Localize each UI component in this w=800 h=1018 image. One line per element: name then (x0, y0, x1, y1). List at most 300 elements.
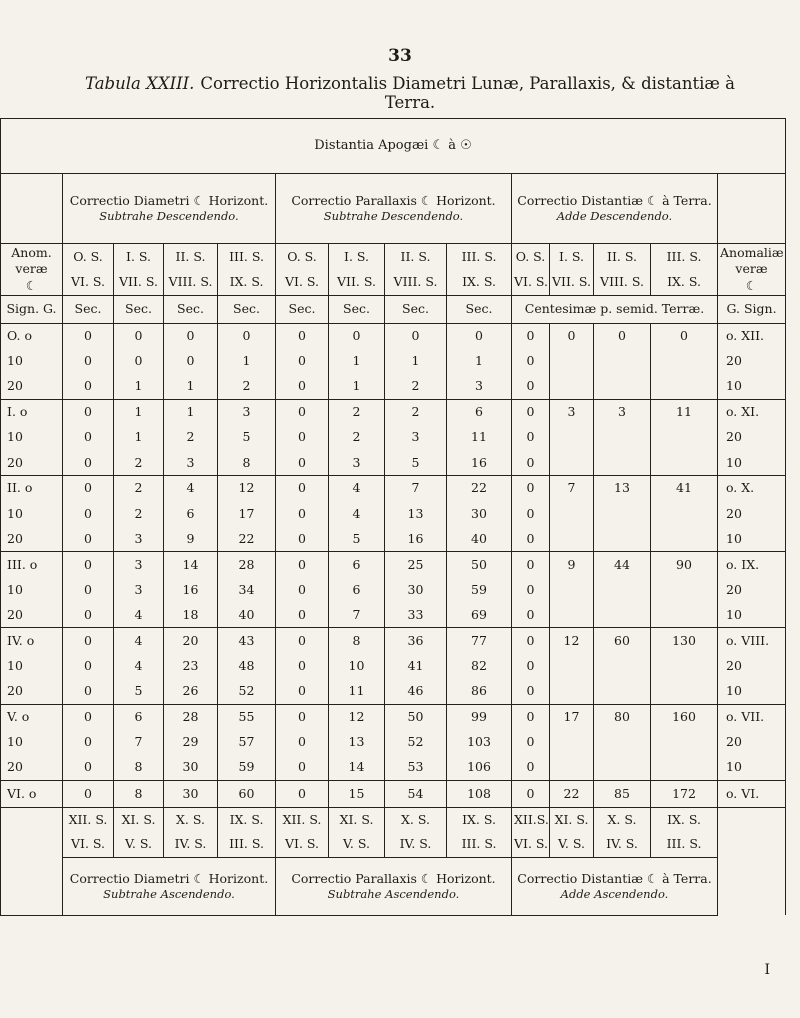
row-argument: 10 (1, 501, 63, 526)
table-cell: 16 (385, 526, 447, 551)
row-argument: 20 (1, 755, 63, 780)
footer-sign-top: IX. S. (651, 807, 718, 832)
table-cell: 0 (63, 450, 114, 475)
table-cell: 0 (276, 349, 329, 374)
table-cell: 0 (276, 628, 329, 653)
table-cell: 1 (329, 374, 385, 399)
table-cell: 17 (550, 704, 594, 729)
blank-foot-right (718, 807, 786, 915)
table-cell: 53 (385, 755, 447, 780)
row-argument: I. o (1, 399, 63, 424)
anom-header: Anom. veræ ☾ (1, 244, 63, 296)
row-argument-right: 10 (718, 374, 786, 399)
row-argument-right: 20 (718, 501, 786, 526)
table-cell: 1 (164, 374, 218, 399)
table-cell: 0 (512, 374, 550, 399)
table-cell: 20 (164, 628, 218, 653)
row-argument: O. o (1, 323, 63, 348)
row-argument: 20 (1, 526, 63, 551)
table-cell: 90 (651, 552, 718, 577)
table-cell: 3 (114, 577, 164, 602)
table-cell: 0 (63, 323, 114, 348)
table-cell: 0 (63, 526, 114, 551)
table-cell: 0 (512, 755, 550, 780)
table-cell: 3 (114, 552, 164, 577)
footer-sign-top: XI. S. (550, 807, 594, 832)
row-argument-right: o. VIII. (718, 628, 786, 653)
column-header-top: III. S. (218, 244, 276, 270)
table-cell (550, 603, 594, 628)
table-cell: 4 (329, 476, 385, 501)
anomaliae-header: Anomaliæ veræ ☾ (718, 244, 786, 296)
table-cell: 0 (63, 374, 114, 399)
table-cell: 2 (164, 425, 218, 450)
table-cell (594, 425, 651, 450)
group-header-distantia: Correctio Distantiæ ☾ à Terra. Adde Descendendo. (512, 174, 718, 244)
table-row (1, 780, 786, 807)
table-cell (594, 349, 651, 374)
footer-sign-bottom: V. S. (114, 832, 164, 857)
table-cell: 16 (164, 577, 218, 602)
table-cell: 3 (218, 399, 276, 424)
table-cell: 48 (218, 653, 276, 678)
table-cell (651, 374, 718, 399)
table-cell: 0 (63, 653, 114, 678)
table-cell: 11 (329, 679, 385, 704)
table-cell: 6 (447, 399, 512, 424)
row-argument-right: 10 (718, 755, 786, 780)
column-header-bottom: VIII. S. (385, 269, 447, 295)
table-cell: 85 (594, 780, 651, 807)
table-cell: 9 (550, 552, 594, 577)
table-cell: 0 (276, 755, 329, 780)
table-cell: 0 (63, 476, 114, 501)
table-cell: 0 (114, 349, 164, 374)
row-argument: 10 (1, 730, 63, 755)
table-cell: 1 (385, 349, 447, 374)
table-cell (594, 730, 651, 755)
table-cell: 106 (447, 755, 512, 780)
unit-centesimae: Centesimæ p. semid. Terræ. (512, 295, 718, 323)
table-cell: 4 (164, 476, 218, 501)
table-cell: 10 (329, 653, 385, 678)
footer-sign-bottom: III. S. (447, 832, 512, 857)
column-header-bottom: IX. S. (218, 269, 276, 295)
table-cell: 3 (164, 450, 218, 475)
table-cell: 12 (329, 704, 385, 729)
table-cell: 0 (63, 755, 114, 780)
footer-sign-bottom: VI. S. (512, 832, 550, 857)
table-row (1, 628, 786, 653)
table-cell: 8 (114, 780, 164, 807)
table-cell: 13 (385, 501, 447, 526)
row-argument-right: o. IX. (718, 552, 786, 577)
table-cell: 2 (218, 374, 276, 399)
distantia-header: Distantia Apogæi ☾ à ☉ (1, 119, 786, 174)
table-cell: 160 (651, 704, 718, 729)
table-cell: 6 (329, 577, 385, 602)
table-cell: 0 (276, 425, 329, 450)
table-cell: 1 (114, 374, 164, 399)
table-cell (550, 577, 594, 602)
table-cell: 80 (594, 704, 651, 729)
table-cell: 5 (218, 425, 276, 450)
table-cell: 0 (276, 603, 329, 628)
table-cell: 30 (385, 577, 447, 602)
column-header-top: II. S. (594, 244, 651, 270)
table-cell: 99 (447, 704, 512, 729)
footer-sign-top: XII. S. (276, 807, 329, 832)
row-argument: 20 (1, 374, 63, 399)
table-cell: 108 (447, 780, 512, 807)
footer-sign-top: X. S. (385, 807, 447, 832)
unit-g-sign: G. Sign. (718, 295, 786, 323)
table-cell: 57 (218, 730, 276, 755)
row-argument-right: 20 (718, 577, 786, 602)
table-cell: 33 (385, 603, 447, 628)
unit-sec: Sec. (164, 295, 218, 323)
table-cell: 28 (164, 704, 218, 729)
table-row (1, 704, 786, 729)
row-argument-right: o. VII. (718, 704, 786, 729)
table-cell: 3 (447, 374, 512, 399)
table-row (1, 374, 786, 399)
table-cell: 26 (164, 679, 218, 704)
footer-sign-top: IX. S. (447, 807, 512, 832)
table-cell: 130 (651, 628, 718, 653)
column-header-bottom: VII. S. (329, 269, 385, 295)
table-cell: 25 (385, 552, 447, 577)
row-argument-right: o. XI. (718, 399, 786, 424)
table-cell: 54 (385, 780, 447, 807)
table-cell: 103 (447, 730, 512, 755)
table-cell (651, 349, 718, 374)
row-argument-right: 10 (718, 603, 786, 628)
column-header-top: II. S. (385, 244, 447, 270)
footer-sign-bottom: V. S. (550, 832, 594, 857)
table-cell: 0 (512, 730, 550, 755)
table-cell: 28 (218, 552, 276, 577)
footer-sign-top: XI. S. (114, 807, 164, 832)
table-cell: 13 (329, 730, 385, 755)
table-cell: 18 (164, 603, 218, 628)
table-row (1, 653, 786, 678)
table-cell: 2 (114, 450, 164, 475)
column-header-top: O. S. (63, 244, 114, 270)
table-cell: 12 (218, 476, 276, 501)
footer-group-header: Correctio Distantiæ ☾ à Terra. Adde Ascendendo. (512, 857, 718, 915)
footer-sign-bottom: VI. S. (63, 832, 114, 857)
footer-sign-top: XI. S. (329, 807, 385, 832)
table-cell: 0 (164, 349, 218, 374)
table-cell: 172 (651, 780, 718, 807)
table-cell: 52 (218, 679, 276, 704)
row-argument-right: 10 (718, 450, 786, 475)
table-cell: 14 (164, 552, 218, 577)
table-cell: 2 (385, 374, 447, 399)
column-header-bottom: IX. S. (651, 269, 718, 295)
table-cell: 0 (512, 653, 550, 678)
row-argument-right: 20 (718, 425, 786, 450)
table-cell (550, 501, 594, 526)
table-cell: 4 (114, 603, 164, 628)
table-cell: 6 (164, 501, 218, 526)
table-cell: 52 (385, 730, 447, 755)
row-argument: 10 (1, 653, 63, 678)
row-argument: 10 (1, 349, 63, 374)
table-cell: 0 (276, 552, 329, 577)
table-cell: 5 (114, 679, 164, 704)
table-cell: 0 (512, 679, 550, 704)
table-cell: 0 (512, 399, 550, 424)
table-cell: 0 (276, 450, 329, 475)
table-row (1, 755, 786, 780)
table-cell: 0 (276, 780, 329, 807)
table-cell: 14 (329, 755, 385, 780)
table-cell: 7 (550, 476, 594, 501)
table-cell: 40 (447, 526, 512, 551)
footer-sign-top: XII. S. (63, 807, 114, 832)
table-cell: 0 (276, 476, 329, 501)
table-row (1, 730, 786, 755)
table-cell: 0 (512, 476, 550, 501)
table-cell: 0 (63, 704, 114, 729)
unit-sec: Sec. (114, 295, 164, 323)
table-cell: 11 (447, 425, 512, 450)
table-row (1, 425, 786, 450)
table-cell: 0 (276, 704, 329, 729)
correction-table (0, 118, 786, 916)
table-cell: 59 (447, 577, 512, 602)
table-cell: 0 (63, 552, 114, 577)
table-cell: 0 (276, 399, 329, 424)
table-cell: 43 (218, 628, 276, 653)
row-argument: V. o (1, 704, 63, 729)
unit-sign-g: Sign. G. (1, 295, 63, 323)
table-cell: 0 (512, 501, 550, 526)
column-header-bottom: VI. S. (63, 269, 114, 295)
row-argument: 10 (1, 425, 63, 450)
footer-sign-top: X. S. (594, 807, 651, 832)
footer-sign-bottom: VI. S. (276, 832, 329, 857)
table-cell: 0 (63, 425, 114, 450)
row-argument: 10 (1, 577, 63, 602)
unit-sec: Sec. (447, 295, 512, 323)
table-cell (550, 349, 594, 374)
table-cell: 5 (385, 450, 447, 475)
table-cell: 0 (63, 399, 114, 424)
table-cell: 9 (164, 526, 218, 551)
table-cell: 55 (218, 704, 276, 729)
table-cell: 34 (218, 577, 276, 602)
table-cell: 0 (512, 603, 550, 628)
row-argument-right: o. VI. (718, 780, 786, 807)
table-cell: 0 (276, 679, 329, 704)
table-row (1, 577, 786, 602)
row-argument-right: 10 (718, 679, 786, 704)
column-header-bottom: VI. S. (276, 269, 329, 295)
table-cell: 7 (329, 603, 385, 628)
table-cell (594, 450, 651, 475)
footer-sign-bottom: III. S. (651, 832, 718, 857)
row-argument: 20 (1, 450, 63, 475)
row-argument-right: 20 (718, 730, 786, 755)
footer-sign-bottom: IV. S. (164, 832, 218, 857)
footer-sign-top: XII.S. (512, 807, 550, 832)
table-cell: 22 (447, 476, 512, 501)
corner-mark: I (764, 962, 770, 978)
table-cell: 0 (276, 653, 329, 678)
table-cell: 2 (114, 476, 164, 501)
table-cell: 0 (63, 628, 114, 653)
table-row (1, 552, 786, 577)
table-cell: 0 (512, 349, 550, 374)
table-cell (651, 450, 718, 475)
table-cell: 50 (447, 552, 512, 577)
table-cell: 59 (218, 755, 276, 780)
column-header-top: I. S. (550, 244, 594, 270)
table-cell: 0 (512, 552, 550, 577)
table-cell (550, 425, 594, 450)
column-header-top: O. S. (276, 244, 329, 270)
table-cell: 46 (385, 679, 447, 704)
column-header-top: O. S. (512, 244, 550, 270)
table-cell (550, 730, 594, 755)
table-cell: 23 (164, 653, 218, 678)
table-row (1, 450, 786, 475)
group-header-parallaxis: Correctio Parallaxis ☾ Horizont. Subtrahe Descendendo. (276, 174, 512, 244)
table-cell (594, 577, 651, 602)
table-cell (651, 755, 718, 780)
row-argument-right: o. X. (718, 476, 786, 501)
blank-corner-right (718, 174, 786, 244)
table-cell: 3 (114, 526, 164, 551)
table-cell: 60 (594, 628, 651, 653)
table-cell: 30 (164, 780, 218, 807)
table-cell: 3 (550, 399, 594, 424)
table-cell: 0 (164, 323, 218, 348)
table-cell: 41 (651, 476, 718, 501)
unit-sec: Sec. (385, 295, 447, 323)
table-cell: 0 (512, 450, 550, 475)
footer-sign-bottom: IV. S. (594, 832, 651, 857)
table-cell: 30 (164, 755, 218, 780)
table-cell: 60 (218, 780, 276, 807)
table-cell (594, 603, 651, 628)
table-cell (550, 374, 594, 399)
table-cell: 30 (447, 501, 512, 526)
footer-sign-bottom: V. S. (329, 832, 385, 857)
row-argument: III. o (1, 552, 63, 577)
table-cell: 44 (594, 552, 651, 577)
table-cell: 0 (63, 730, 114, 755)
table-row (1, 323, 786, 348)
unit-sec: Sec. (329, 295, 385, 323)
row-argument: IV. o (1, 628, 63, 653)
column-header-top: I. S. (114, 244, 164, 270)
table-row (1, 476, 786, 501)
column-header-top: III. S. (651, 244, 718, 270)
table-cell: 6 (329, 552, 385, 577)
table-cell (651, 679, 718, 704)
column-header-bottom: VII. S. (114, 269, 164, 295)
table-cell: 0 (114, 323, 164, 348)
table-cell: 1 (114, 399, 164, 424)
table-cell: 0 (63, 780, 114, 807)
table-cell (594, 501, 651, 526)
table-row (1, 526, 786, 551)
column-header-bottom: VII. S. (550, 269, 594, 295)
row-argument: II. o (1, 476, 63, 501)
footer-sign-bottom: III. S. (218, 832, 276, 857)
row-argument: VI. o (1, 780, 63, 807)
table-cell: 0 (512, 323, 550, 348)
table-cell: 13 (594, 476, 651, 501)
table-cell: 2 (114, 501, 164, 526)
table-row (1, 399, 786, 424)
table-cell: 3 (385, 425, 447, 450)
table-cell (651, 653, 718, 678)
table-cell: 50 (385, 704, 447, 729)
table-cell (550, 755, 594, 780)
unit-sec: Sec. (276, 295, 329, 323)
column-header-bottom: VIII. S. (594, 269, 651, 295)
table-cell: 0 (512, 425, 550, 450)
table-cell: 3 (329, 450, 385, 475)
table-cell (651, 577, 718, 602)
table-cell (550, 526, 594, 551)
table-cell: 0 (63, 349, 114, 374)
table-cell: 16 (447, 450, 512, 475)
table-row (1, 603, 786, 628)
table-cell: 2 (385, 399, 447, 424)
table-cell: 0 (63, 577, 114, 602)
table-cell (594, 653, 651, 678)
table-cell (651, 526, 718, 551)
table-cell (651, 603, 718, 628)
table-cell: 0 (385, 323, 447, 348)
table-cell: 0 (63, 679, 114, 704)
table-cell: 41 (385, 653, 447, 678)
table-cell: 77 (447, 628, 512, 653)
row-argument-right: o. XII. (718, 323, 786, 348)
row-argument: 20 (1, 603, 63, 628)
column-header-bottom: VIII. S. (164, 269, 218, 295)
table-cell: 0 (276, 577, 329, 602)
table-cell: 4 (114, 653, 164, 678)
blank-foot-left-2 (1, 857, 63, 915)
footer-sign-top: X. S. (164, 807, 218, 832)
table-cell: 1 (164, 399, 218, 424)
column-header-bottom: VI. S. (512, 269, 550, 295)
table-cell: 0 (594, 323, 651, 348)
table-cell (550, 679, 594, 704)
table-cell: 2 (329, 399, 385, 424)
table-cell: 22 (218, 526, 276, 551)
table-cell: 2 (329, 425, 385, 450)
table-row (1, 501, 786, 526)
table-cell (651, 501, 718, 526)
table-number: Tabula XXIII. (85, 74, 195, 93)
table-cell: 0 (512, 780, 550, 807)
table-cell: 0 (276, 323, 329, 348)
table-cell (594, 526, 651, 551)
table-cell: 86 (447, 679, 512, 704)
table-cell: 0 (63, 603, 114, 628)
table-cell: 4 (114, 628, 164, 653)
table-cell: 1 (218, 349, 276, 374)
footer-group-header: Correctio Diametri ☾ Horizont. Subtrahe Ascendendo. (63, 857, 276, 915)
